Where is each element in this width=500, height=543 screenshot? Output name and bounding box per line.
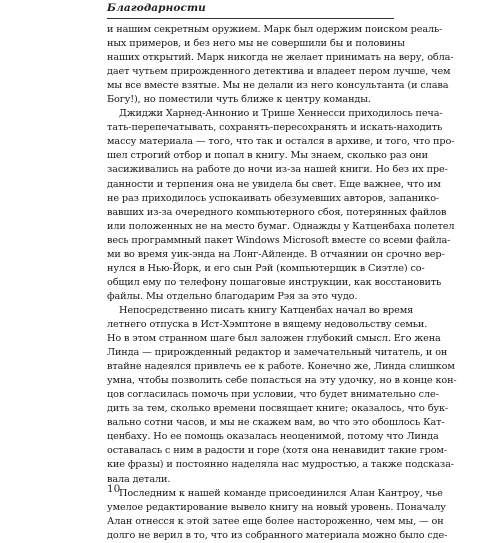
paragraph <box>107 107 455 304</box>
text-line: кие фразы) и постоянно наделяла нас мудростью, а также подсказа- <box>107 459 454 471</box>
text-line: дает чутьем прирожденного детектива и владеет пером лучше, чем <box>107 66 451 78</box>
body-text <box>107 23 457 543</box>
text-line: данности и терпения она не увидела бы свет. Еще важнее, что им <box>107 178 441 190</box>
text-line: нулся в Нью-Йорк, и его сын Рэй (компьютерщик в Сиэтле) со- <box>107 262 425 274</box>
text-line: засиживались на работе до ночи из-за нашей книги. Но без их пре- <box>107 164 448 176</box>
paragraph <box>107 23 454 107</box>
text-line: ных примеров, и без него мы не совершили бы и половины <box>107 38 405 50</box>
text-line: летнего отпуска в Ист-Хэмптоне в вящему недовольству семьи. <box>107 318 428 330</box>
text-line: Последним к нашей команде присоединился Алан Кантроу, чье <box>119 487 443 499</box>
running-head: Благодарности <box>107 2 206 14</box>
text-line: ми во время уик-энда на Лонг-Айленде. В отчаянии он срочно вер- <box>107 248 445 260</box>
text-line: наших открытий. Марк никогда не желает принимать на веру, обла- <box>107 52 454 64</box>
text-line: Алан отнесся к этой затее еще более настороженно, чем мы, — он <box>107 515 444 527</box>
text-line: и нашим секретным оружием. Марк был одержим поиском реаль- <box>107 24 443 35</box>
text-line: массу материала — того, что так и остался в архиве, и того, что про- <box>107 136 455 148</box>
text-line: ценбаху. Но ее помощь оказалась неоценимой, потому что Линда <box>107 431 439 443</box>
text-line: умелое редактирование вывело книгу на новый уровень. Поначалу <box>107 501 446 513</box>
text-line: общил ему по телефону пошаговые инструкции, как восстановить <box>107 276 442 288</box>
text-line: тать-перепечатывать, сохранять-пересохранять и искать-находить <box>107 122 443 134</box>
paragraph <box>107 304 457 487</box>
text-line: не раз приходилось успокаивать обезумевших авторов, запаникo- <box>107 192 440 204</box>
text-line: умна, чтобы позволить себе попасться на эту удочку, но в конце кон- <box>107 375 457 387</box>
text-line: дить за тем, сколько времени посвящает книге; оказалось, что бук- <box>107 403 449 415</box>
text-line: Джиджи Харнед-Аннонио и Трише Хеннесси приходилось печа- <box>119 108 443 120</box>
text-line: вала детали. <box>107 473 171 485</box>
text-line: Непосредственно писать книгу Катценбах начал во время <box>119 304 414 316</box>
text-line: весь программный пакет Windows Microsoft вместе со всеми файла- <box>107 234 451 246</box>
text-line: вально сотни часов, и мы не скажем вам, во что это обошлось Кат- <box>107 417 445 429</box>
text-line: шел строгий отбор и попал в книгу. Мы знаем, сколько раз они <box>107 150 428 162</box>
text-line: Но в этом странном шаге был заложен глубокий смысл. Его жена <box>107 333 441 345</box>
text-line: файлы. Мы отдельно благодарим Рэя за это чудо. <box>107 290 358 302</box>
text-line: долго не верил в то, что из собранного материала можно было сде- <box>107 529 448 541</box>
text-line: вавших из-за очередного компьютерного сбоя, потерянных файлов <box>107 206 447 218</box>
text-line: мы все вместе взятые. Мы не делали из него консультанта (и слава <box>107 80 449 92</box>
text-line: или положенных не на место бумаг. Однажды у Катценбаха полетел <box>107 220 455 232</box>
page-number: 10 <box>107 483 121 495</box>
paragraph <box>107 487 448 543</box>
text-line: оставалась с ним в радости и горе (хотя она ненавидит такие гром- <box>107 445 447 457</box>
text-line: втайне надеялся привлечь ее к работе. Конечно же, Линда слишком <box>107 361 455 373</box>
header-rule <box>107 18 394 19</box>
text-line: Линда — прирожденный редактор и замечательный читатель, и он <box>107 347 448 359</box>
text-line: Богу!), но поместили чуть ближе к центру команды. <box>107 94 371 106</box>
text-line: цов согласилась помочь при условии, что будет внимательно сле- <box>107 389 439 401</box>
